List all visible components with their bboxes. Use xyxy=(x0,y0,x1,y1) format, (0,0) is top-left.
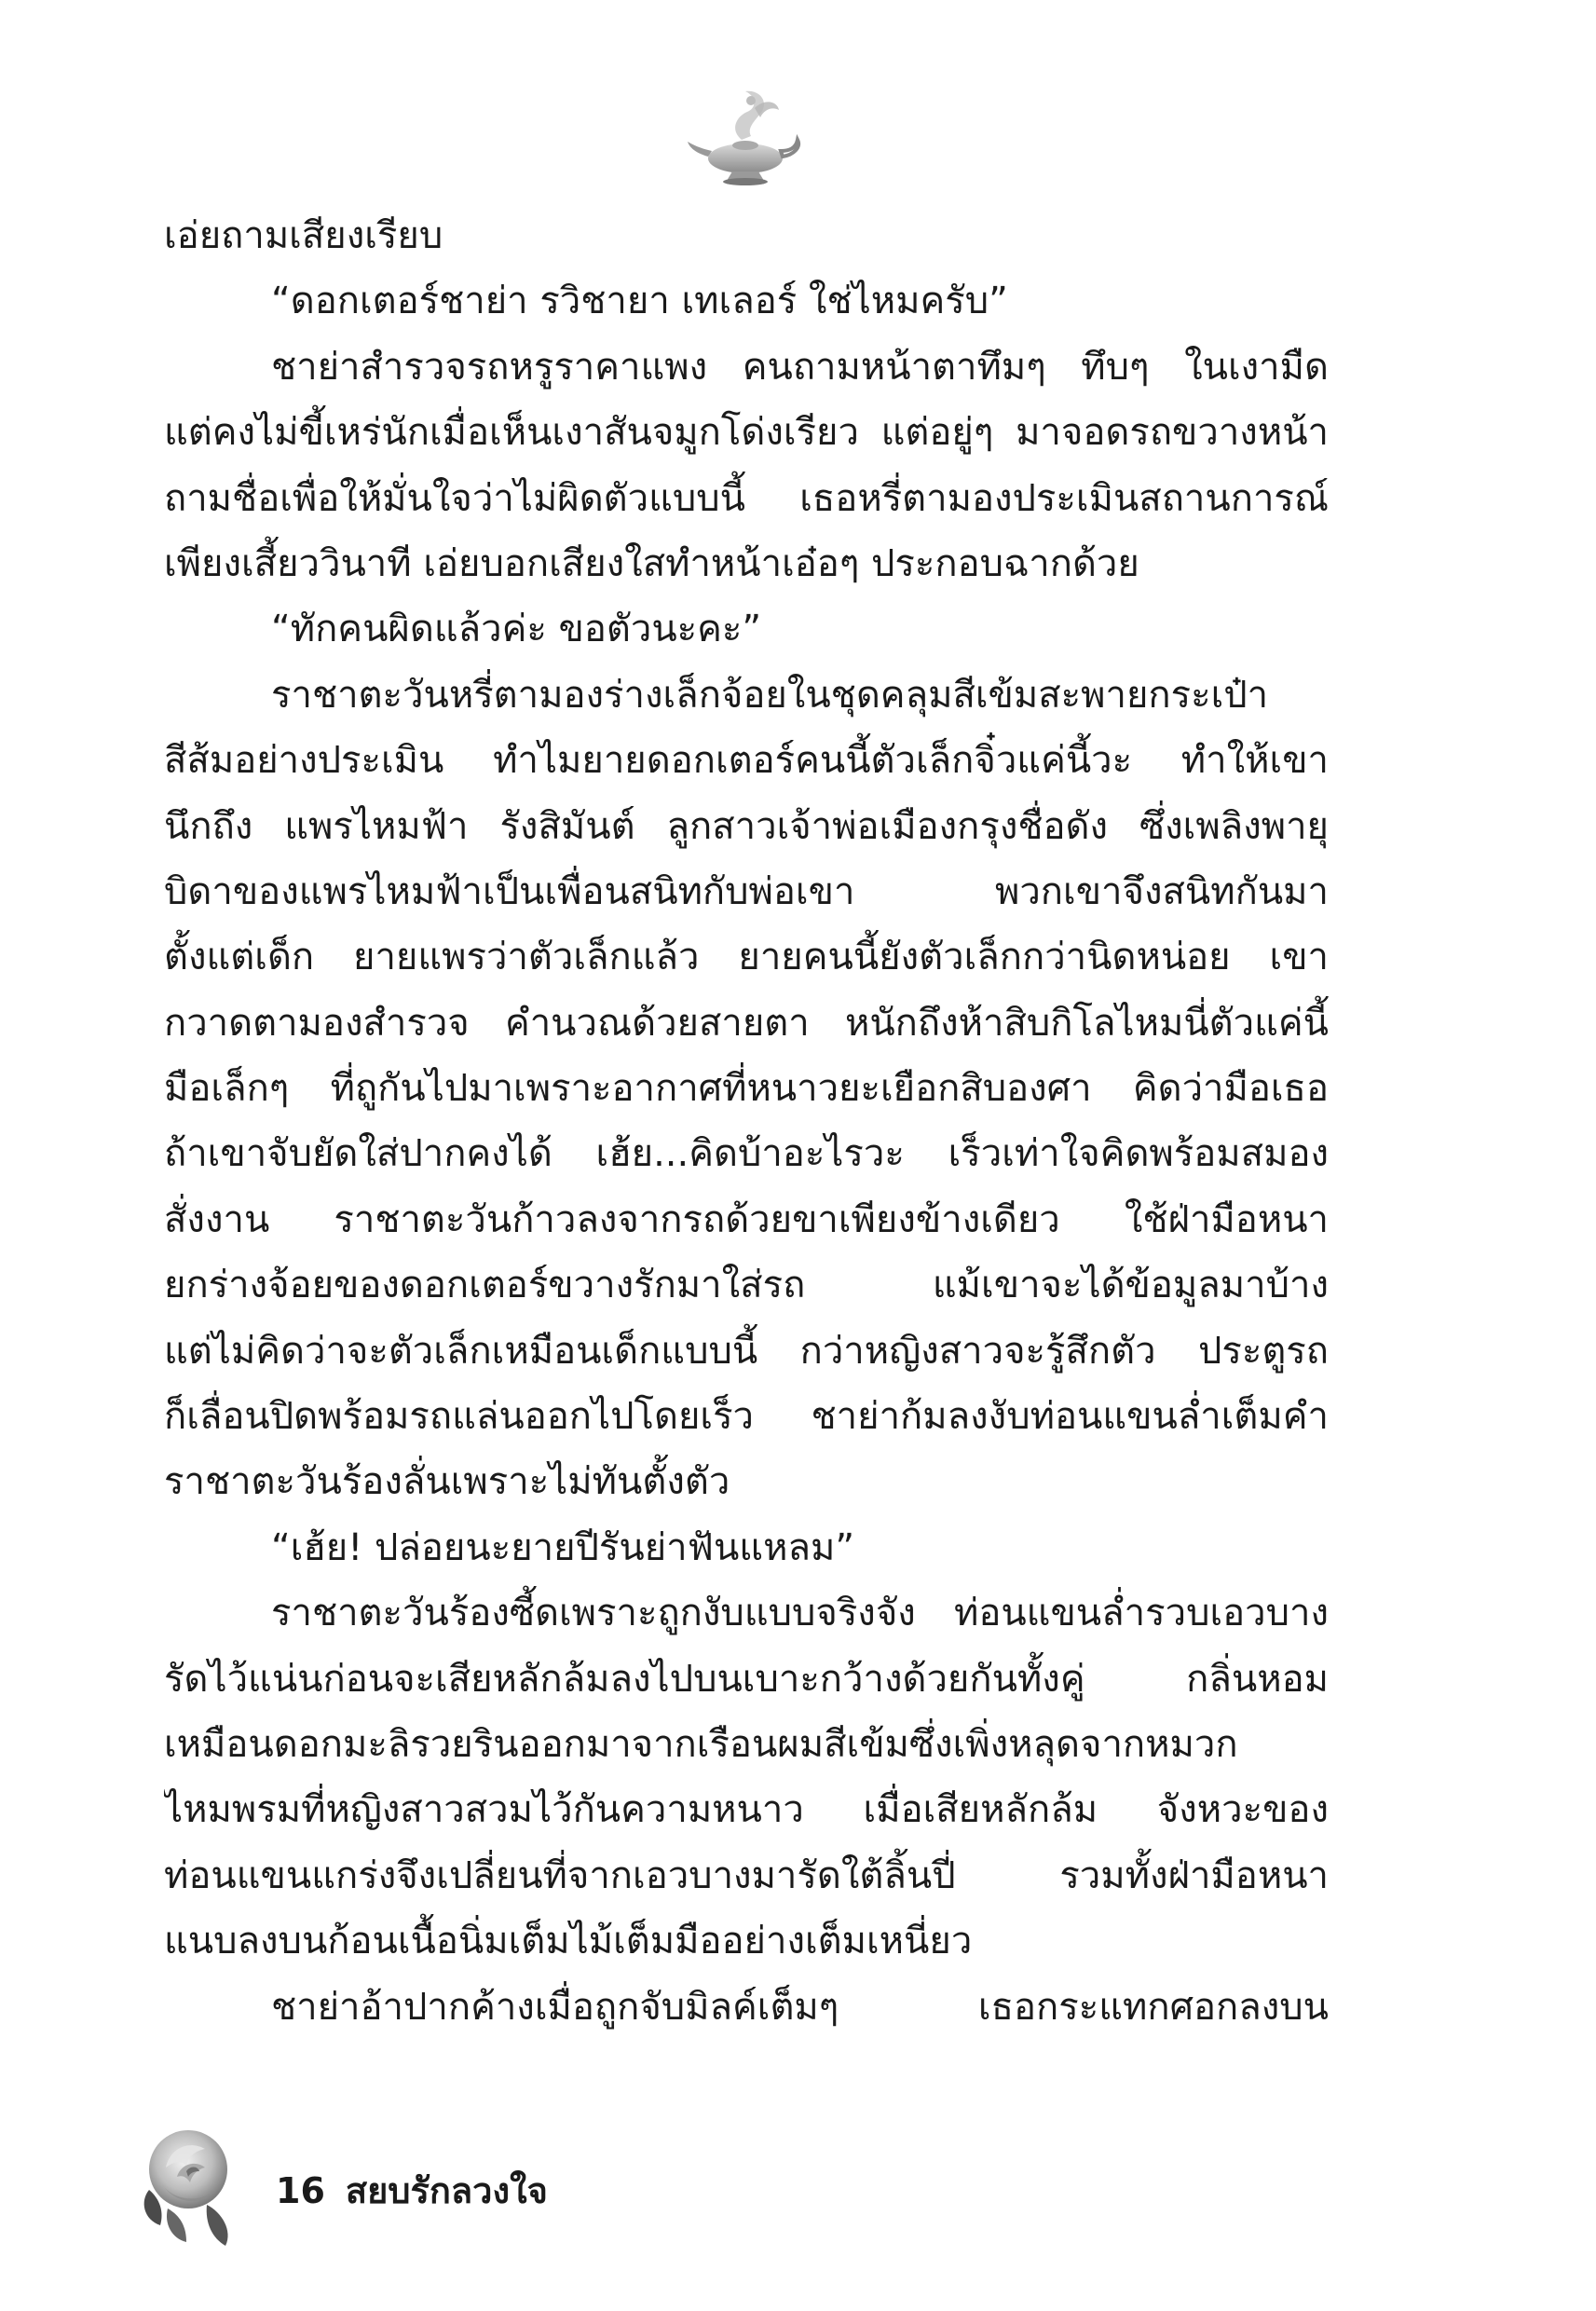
page-footer xyxy=(140,2115,792,2264)
text-line: สั่งงาน ราชาตะวันก้าวลงจากรถด้วยขาเพียงข้างเดียว ใช้ฝ่ามือหนา xyxy=(164,1197,1329,1241)
text-line: ชาย่าอ้าปากค้างเมื่อถูกจับมิลค์เต็มๆ เธอกระแทกศอกลงบน xyxy=(271,1985,1329,2029)
text-line: “เฮ้ย! ปล่อยนะยายปีรันย่าฟันแหลม” xyxy=(271,1525,855,1569)
text-line: ราชาตะวันร้องลั่นเพราะไม่ทันตั้งตัว xyxy=(164,1460,730,1504)
text-line: เหมือนดอกมะลิรวยรินออกมาจากเรือนผมสีเข้มซึ่งเพิ่งหลุดจากหมวก xyxy=(164,1722,1238,1766)
rose-icon xyxy=(140,2115,242,2255)
text-line: ท่อนแขนแกร่งจึงเปลี่ยนที่จากเอวบางมารัดใต้ลิ้นปี่ รวมทั้งฝ่ามือหนา xyxy=(164,1853,1329,1897)
text-line: ถามชื่อเพื่อให้มั่นใจว่าไม่ผิดตัวแบบนี้ เธอหรี่ตามองประเมินสถานการณ์ xyxy=(164,476,1329,520)
text-line: สีส้มอย่างประเมิน ทำไมยายดอกเตอร์คนนี้ตัวเล็กจิ๋วแค่นี้วะ ทำให้เขา xyxy=(164,739,1329,783)
text-line: บิดาของแพรไหมฟ้าเป็นเพื่อนสนิทกับพ่อเขา พวกเขาจึงสนิทกันมา xyxy=(164,869,1329,913)
text-line: มือเล็กๆ ที่ถูกันไปมาเพราะอากาศที่หนาวยะเยือกสิบองศา คิดว่ามือเธอ xyxy=(164,1067,1329,1111)
body-text xyxy=(164,203,1329,2040)
text-line: แนบลงบนก้อนเนื้อนิ่มเต็มไม้เต็มมืออย่างเต็มเหนี่ยว xyxy=(164,1920,973,1963)
genie-lamp-icon xyxy=(686,82,807,194)
text-line: กวาดตามองสำรวจ คำนวณด้วยสายตา หนักถึงห้าสิบกิโลไหมนี่ตัวแค่นี้ xyxy=(164,1001,1329,1045)
text-line: แต่ไม่คิดว่าจะตัวเล็กเหมือนเด็กแบบนี้ กว่าหญิงสาวจะรู้สึกตัว ประตูรถ xyxy=(164,1329,1329,1373)
text-line: ยกร่างจ้อยของดอกเตอร์ขวางรักมาใส่รถ แม้เขาจะได้ข้อมูลมาบ้าง xyxy=(164,1264,1329,1307)
text-line: แต่คงไม่ขี้เหร่นักเมื่อเห็นเงาสันจมูกโด่งเรียว แต่อยู่ๆ มาจอดรถขวางหน้า xyxy=(164,411,1329,455)
text-line: ไหมพรมที่หญิงสาวสวมไว้กันความหนาว เมื่อเสียหลักล้ม จังหวะของ xyxy=(164,1788,1329,1832)
book-title: สยบรักลวงใจ xyxy=(345,2170,548,2211)
text-line: “ทักคนผิดแล้วค่ะ ขอตัวนะคะ” xyxy=(271,608,762,651)
text-line: เอ่ยถามเสียงเรียบ xyxy=(164,214,443,257)
page-folio xyxy=(276,2167,548,2214)
page-number: 16 xyxy=(276,2170,325,2211)
text-line: เพียงเสี้ยววินาที เอ่ยบอกเสียงใสทำหน้าเอ๋อๆ ประกอบฉากด้วย xyxy=(164,541,1139,585)
text-line: ก็เลื่อนปิดพร้อมรถแล่นออกไปโดยเร็ว ชาย่าก้มลงงับท่อนแขนล่ำเต็มคำ xyxy=(164,1395,1329,1439)
text-line: ราชาตะวันร้องซี้ดเพราะถูกงับแบบจริงจัง ท่อนแขนล่ำรวบเอวบาง xyxy=(271,1592,1329,1635)
text-line: ถ้าเขาจับยัดใส่ปากคงได้ เฮ้ย...คิดบ้าอะไรวะ เร็วเท่าใจคิดพร้อมสมอง xyxy=(164,1132,1329,1176)
text-line: รัดไว้แน่นก่อนจะเสียหลักล้มลงไปบนเบาะกว้างด้วยกันทั้งคู่ กลิ่นหอม xyxy=(164,1657,1329,1701)
text-line: “ดอกเตอร์ชาย่า รวิชายา เทเลอร์ ใช่ไหมครับ” xyxy=(271,280,1008,323)
text-line: ชาย่าสำรวจรถหรูราคาแพง คนถามหน้าตาทึมๆ ทึบๆ ในเงามืด xyxy=(271,345,1329,389)
text-line: นึกถึง แพรไหมฟ้า รังสิมันต์ ลูกสาวเจ้าพ่อเมืองกรุงชื่อดัง ซึ่งเพลิงพายุ xyxy=(164,804,1329,848)
text-line: ตั้งแต่เด็ก ยายแพรว่าตัวเล็กแล้ว ยายคนนี้ยังตัวเล็กกว่านิดหน่อย เขา xyxy=(164,936,1329,979)
text-line: ราชาตะวันหรี่ตามองร่างเล็กจ้อยในชุดคลุมสีเข้มสะพายกระเป๋า xyxy=(271,673,1269,717)
